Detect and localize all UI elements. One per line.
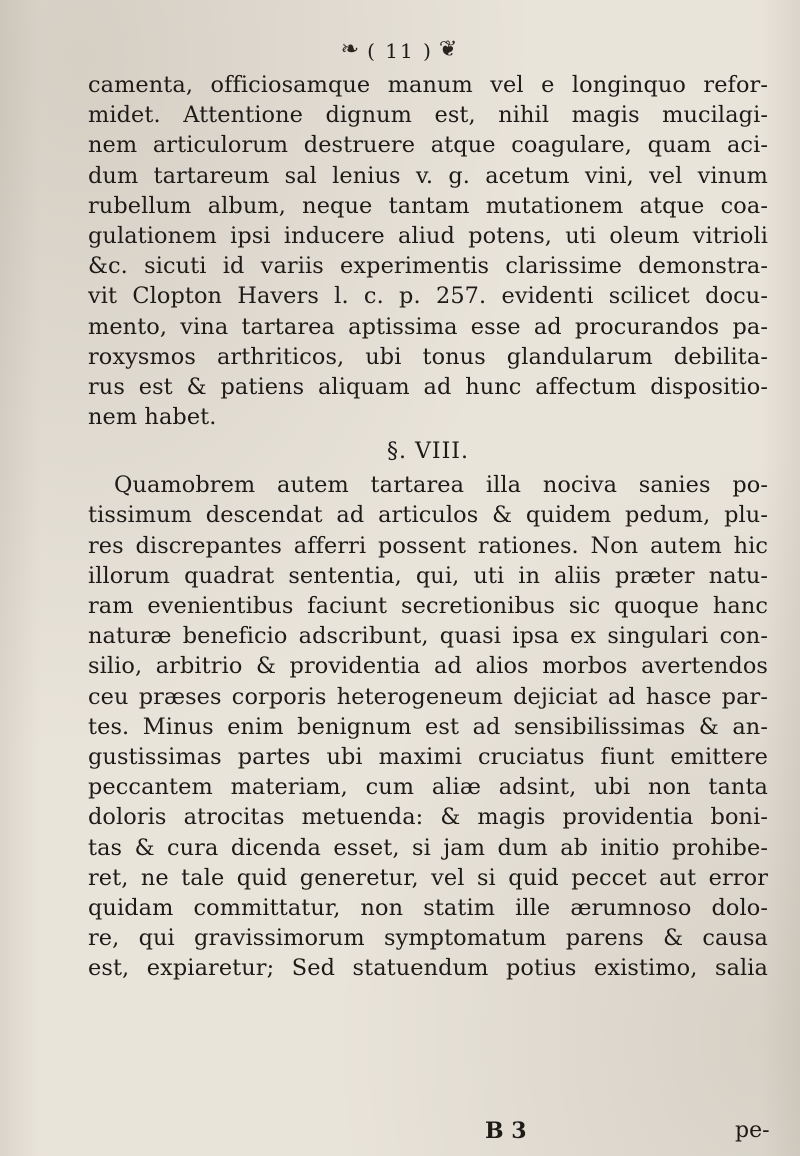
text-line: ret, ne tale quid generetur, vel si quid peccet aut error [88,864,768,891]
catchword: pe- [735,1118,770,1143]
page-header [0,38,800,63]
text-line: illorum quadrat sententia, qui, uti in aliis præter natu- [88,562,768,589]
text-line: &c. sicuti id variis experimentis clarissime demonstra- [88,253,768,280]
text-line: camenta, officiosamque manum vel e longinquo refor- [88,72,768,98]
text-line: doloris atrocitas metuenda: & magis providentia boni- [88,804,768,831]
body-text [88,70,768,983]
text-line: midet. Attentione dignum est, nihil magis mucilagi- [88,102,768,129]
fleuron-right-icon: ❦ [438,37,460,62]
text-line: vit Clopton Havers l. c. p. 257. evidenti scilicet docu- [88,283,768,310]
text-line: peccantem materiam, cum aliæ adsint, ubi non tanta [88,774,768,801]
text-line: res discrepantes afferri possent rationes. Non autem hic [88,532,768,559]
text-line: tissimum descendat ad articulos & quidem pedum, plu- [88,502,768,529]
text-line: nem habet. [88,404,217,431]
section-heading: §. VIII. [387,439,469,465]
text-line: ceu præses corporis heterogeneum dejiciat ad hasce par- [88,683,768,710]
text-line: rubellum album, neque tantam mutationem atque coa- [88,192,768,219]
page-number: ( 11 ) [367,38,433,63]
text-line: ram evenientibus faciunt secretionibus sic quoque hanc [88,593,768,619]
text-line: dum tartareum sal lenius v. g. acetum vini, vel vinum [88,162,768,189]
page-footer [0,1118,800,1148]
text-line: gustissimas partes ubi maximi cruciatus fiunt emittere [88,743,768,770]
text-line: gulationem ipsi inducere aliud potens, uti oleum vitrioli [88,222,768,249]
text-line: mento, vina tartarea aptissima esse ad procurandos pa- [88,313,768,340]
text-line: naturæ beneficio adscribunt, quasi ipsa ex singulari con- [88,623,768,650]
fleuron-left-icon: ❧ [340,37,362,62]
text-line: re, qui gravissimorum symptomatum parens & causa [88,925,768,952]
text-line: nem articulorum destruere atque coagulare, quam aci- [88,132,768,159]
text-line: quidam committatur, non statim ille ærumnoso dolo- [88,894,768,921]
text-line: roxysmos arthriticos, ubi tonus glandularum debilita- [88,343,768,370]
text-line: Quamobrem autem tartarea illa nociva sanies po- [114,472,768,499]
text-line: tas & cura dicenda esset, si jam dum ab initio prohibe- [88,834,768,861]
text-line: silio, arbitrio & providentia ad alios morbos avertendos [88,653,768,680]
text-line: tes. Minus enim benignum est ad sensibilissimas & an- [88,713,768,740]
text-line: rus est & patiens aliquam ad hunc affectum dispositio- [88,373,768,400]
signature-mark: B 3 [485,1118,527,1144]
text-line: est, expiaretur; Sed statuendum potius existimo, salia [88,955,768,982]
